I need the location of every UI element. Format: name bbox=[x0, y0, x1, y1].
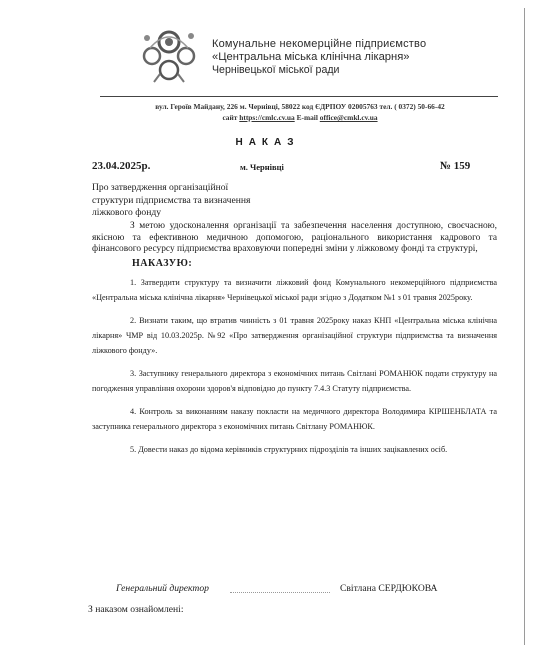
scan-edge-divider bbox=[524, 8, 525, 645]
acknowledgement-line: З наказом ознайомлені: bbox=[88, 604, 184, 615]
order-number: № 159 bbox=[440, 160, 471, 172]
subject-line: Про затвердження організаційної bbox=[92, 182, 229, 193]
org-line-2: «Центральна міська клінічна лікарня» bbox=[212, 51, 410, 63]
address-line: вул. Героїв Майдану, 226 м. Чернівці, 58022 код ЄДРПОУ 02005763 тел. ( 0372) 50-66-42 bbox=[155, 102, 445, 111]
document-title: НАКАЗ bbox=[235, 137, 300, 148]
org-line-3: Чернівецької міської ради bbox=[212, 64, 340, 76]
order-item-3: 3. Заступнику генерального директора з економічних питань Світлані РОМАНЮК подати структуру на погодження управління охорони здоров'я відповідно до пункту 7.4.3 Статуту підприємства. bbox=[92, 368, 497, 393]
email-link[interactable]: office@cmkl.cv.ua bbox=[319, 113, 378, 122]
subject-line: ліжкового фонду bbox=[92, 207, 162, 218]
subject-line: структури підприємства та визначення bbox=[92, 194, 251, 206]
order-subject bbox=[92, 182, 250, 220]
order-date: 23.04.2025р. bbox=[92, 160, 151, 172]
org-line-1: Комунальне некомерційне підприємство bbox=[212, 38, 427, 50]
order-item-4: 4. Контроль за виконанням наказу покласти на медичного директора Володимира КІРШЕНБЛАТА та заступника генерального директора з економічних питань Світлану РОМАНЮК. bbox=[92, 406, 497, 431]
hospital-logo-icon bbox=[138, 22, 200, 86]
order-city: м. Чернівці bbox=[240, 162, 284, 172]
signature-line bbox=[230, 592, 330, 593]
order-body bbox=[92, 221, 497, 465]
signatory-position: Генеральний директор bbox=[116, 583, 209, 594]
organization-name bbox=[212, 38, 426, 77]
order-item-1: 1. Затвердити структуру та визначити ліжковий фонд Комунального некомерційного підприємства «Центральна міська клінічна лікарня» Чернівецької міської ради згідно з Додатком №1 з 01 травня 2025року. bbox=[92, 277, 497, 302]
header-divider bbox=[100, 96, 498, 97]
site-label: сайт bbox=[222, 113, 238, 122]
signatory-name: Світлана СЕРДЮКОВА bbox=[340, 583, 438, 594]
order-item-2: 2. Визнати таким, що втратив чинність з 01 травня 2025року наказ КНП «Центральна міська клінічна лікарня» ЧМР від 10.03.2025р. №92 «Про затвердження організаційної структури підприємства та визначення ліжкового фонду». bbox=[92, 315, 497, 355]
site-link[interactable]: https://cmlc.cv.ua bbox=[239, 113, 295, 122]
preamble: З метою удосконалення організації та забезпечення населення доступною, своєчасною, якісною та ефективною медичною допомогою, раціонального використання кадрового та фінансового ресурсу підприємства враховуючи попередні зміни у ліжковому фонді та структурі, bbox=[92, 221, 497, 255]
orders-heading: НАКАЗУЮ: bbox=[132, 257, 193, 269]
order-item-5: 5. Довести наказ до відома керівників структурних підрозділів та інших зацікавлених осіб. bbox=[130, 444, 448, 454]
contacts-line bbox=[100, 113, 500, 122]
email-label: E-mail bbox=[296, 113, 318, 122]
